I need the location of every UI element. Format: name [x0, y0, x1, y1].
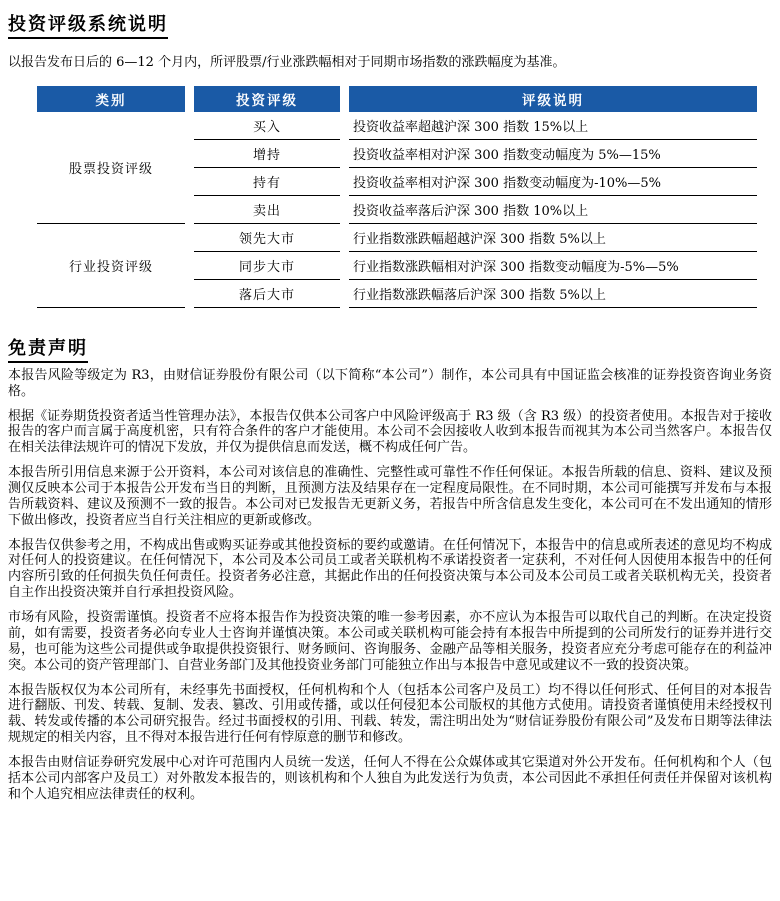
rating-label: 买入	[194, 112, 340, 140]
rating-label: 持有	[194, 168, 340, 196]
rating-description: 投资收益率相对沪深 300 指数变动幅度为 5%—15%	[349, 140, 757, 168]
column-header-category: 类别	[37, 86, 185, 112]
rating-description: 行业指数涨跌幅落后沪深 300 指数 5%以上	[349, 280, 757, 308]
category-stock-rating: 股票投资评级	[37, 112, 185, 224]
rating-description: 投资收益率相对沪深 300 指数变动幅度为-10%—5%	[349, 168, 757, 196]
disclaimer-title	[8, 334, 772, 363]
category-industry-rating: 行业投资评级	[37, 224, 185, 308]
rating-system-title	[8, 10, 772, 39]
rating-label: 落后大市	[194, 280, 340, 308]
disclaimer-paragraph: 根据《证券期货投资者适当性管理办法》，本报告仅供本公司客户中风险评级高于 R3 级（含 R3 级）的投资者使用。本报告对于接收报告的客户而言属于高度机密，只有符合条件的客户才能使用。本公司不会因接收人收到本报告而视其为本公司当然客户。本报告仅在相关法律法规许可的情况下发放，并仅为提供信息而发送，概不构成任何广告。	[8, 408, 772, 456]
disclaimer-paragraph: 本报告版权仅为本公司所有，未经事先书面授权，任何机构和个人（包括本公司客户及员工）均不得以任何形式、任何目的对本报告进行翻版、刊发、转载、复制、发表、篡改、引用或传播，或以任何侵犯本公司版权的其他方式使用。请投资者谨慎使用未经授权刊载、转发或传播的本公司研究报告。经过书面授权的引用、刊载、转发，需注明出处为“财信证券股份有限公司”及发布日期等法律法规规定的相关内容，且不得对本报告进行任何有悖原意的删节和修改。	[8, 682, 772, 746]
disclaimer-paragraph: 本报告由财信证券研究发展中心对许可范围内人员统一发送，任何人不得在公众媒体或其它渠道对外公开发布。任何机构和个人（包括本公司内部客户及员工）对外散发本报告的，则该机构和个人独自为此发送行为负责，本公司因此不承担任何责任并保留对该机构和个人追究相应法律责任的权利。	[8, 754, 772, 802]
rating-label: 同步大市	[194, 252, 340, 280]
disclaimer-paragraph: 本报告仅供参考之用，不构成出售或购买证券或其他投资标的要约或邀请。在任何情况下，本报告中的信息或所表述的意见均不构成对任何人的投资建议。在任何情况下，本公司及本公司员工或者关联机构不承诺投资者一定获利，不对任何人因使用本报告中的任何内容所引致的任何损失负任何责任。投资者务必注意，其据此作出的任何投资决策与本公司及本公司员工或者关联机构无关，投资者自主作出投资决策并自行承担投资风险。	[8, 537, 772, 601]
rating-description: 行业指数涨跌幅超越沪深 300 指数 5%以上	[349, 224, 757, 252]
disclaimer-paragraph: 本报告风险等级定为 R3，由财信证券股份有限公司（以下简称“本公司”）制作，本公司具有中国证监会核准的证券投资咨询业务资格。	[8, 367, 772, 399]
disclaimer-title-text: 免责声明	[8, 334, 88, 363]
disclaimer-paragraph: 市场有风险，投资需谨慎。投资者不应将本报告作为投资决策的唯一参考因素，亦不应认为本报告可以取代自己的判断。在决定投资前，如有需要，投资者务必向专业人士咨询并谨慎决策。本公司或关联机构可能会持有本报告中所提到的公司所发行的证券并进行交易，也可能为这些公司提供或争取提供投资银行、财务顾问、咨询服务、金融产品等相关服务，投资者应充分考虑可能存在的利益冲突。本公司的资产管理部门、自营业务部门及其他投资业务部门可能独立作出与本报告中意见或建议不一致的投资决策。	[8, 610, 772, 673]
rating-description: 投资收益率落后沪深 300 指数 10%以上	[349, 196, 757, 224]
rating-table	[28, 86, 766, 308]
rating-table-header-row	[37, 86, 757, 112]
table-row	[37, 112, 757, 140]
column-header-description: 评级说明	[349, 86, 757, 112]
rating-system-intro: 以报告发布日后的 6—12 个月内，所评股票/行业涨跌幅相对于同期市场指数的涨跌幅度为基准。	[8, 55, 566, 70]
rating-description: 投资收益率超越沪深 300 指数 15%以上	[349, 112, 757, 140]
rating-label: 增持	[194, 140, 340, 168]
rating-system-title-text: 投资评级系统说明	[8, 10, 168, 39]
rating-label: 领先大市	[194, 224, 340, 252]
disclaimer-paragraph: 本报告所引用信息来源于公开资料，本公司对该信息的准确性、完整性或可靠性不作任何保证。本报告所载的信息、资料、建议及预测仅反映本公司于本报告公开发布当日的判断，且预测方法及结果存在一定程度局限性。在不同时期，本公司可能撰写并发布与本报告所载资料、建议及预测不一致的报告。本公司对已发报告无更新义务，若报告中所含信息发生变化，本公司可在不发出通知的情形下做出修改，投资者应当自行关注相应的更新或修改。	[8, 465, 772, 528]
rating-label: 卖出	[194, 196, 340, 224]
rating-description: 行业指数涨跌幅相对沪深 300 指数变动幅度为-5%—5%	[349, 252, 757, 280]
column-header-rating: 投资评级	[194, 86, 340, 112]
table-row	[37, 224, 757, 252]
